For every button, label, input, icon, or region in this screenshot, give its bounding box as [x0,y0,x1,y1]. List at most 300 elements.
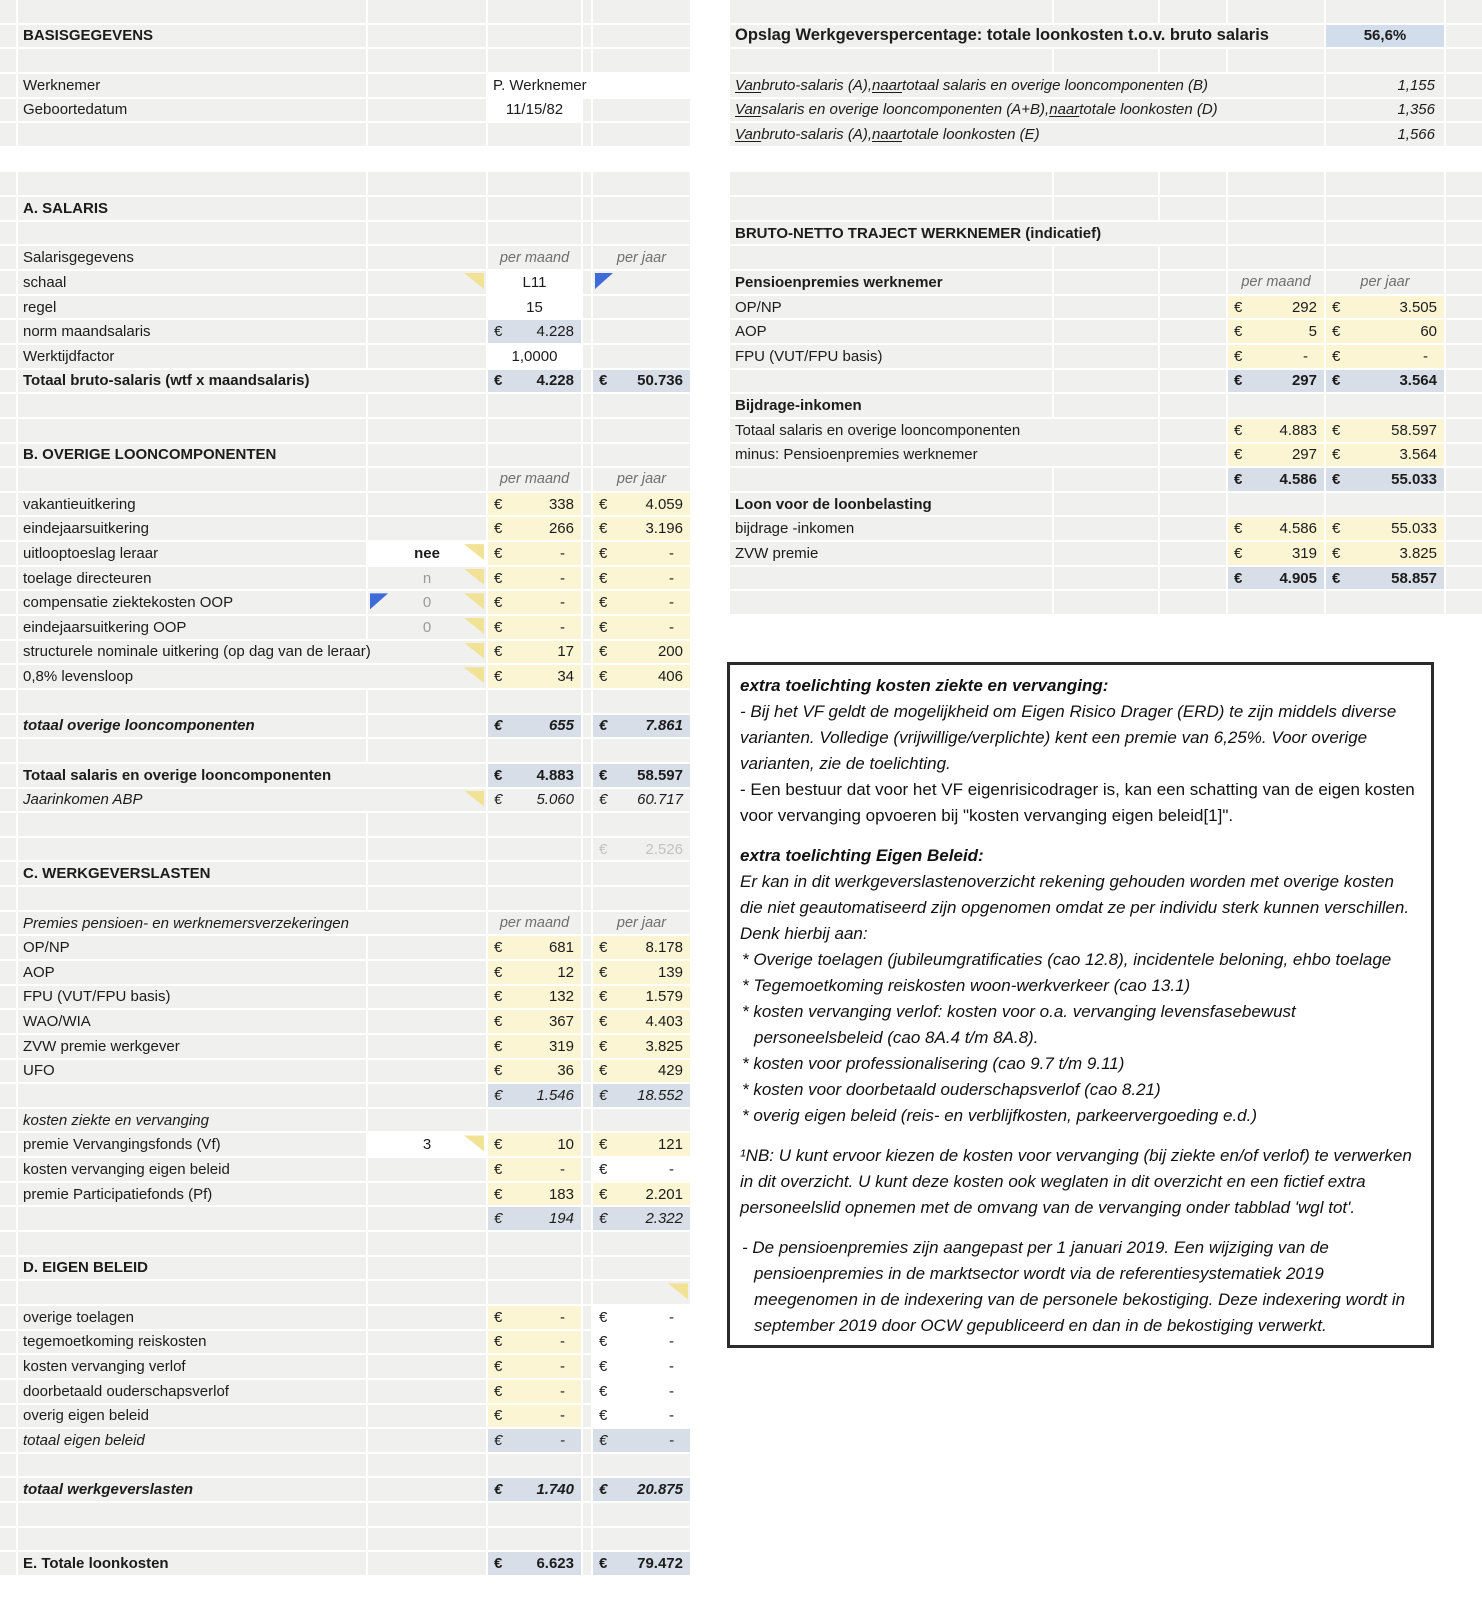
grid-cell [1054,517,1158,540]
euro-symbol: € [494,1358,503,1376]
value-cell[interactable] [593,517,690,540]
grid-cell [1326,493,1444,516]
value-cell[interactable] [1326,419,1444,442]
value-cell[interactable] [488,1183,581,1206]
column-header-per-maand: per maand [1228,271,1324,294]
grid-cell [488,1454,581,1477]
column-header-per-maand: per maand [488,468,581,491]
grid-cell [488,862,581,885]
value-cell[interactable] [488,542,581,565]
note-paragraph: * kosten vervanging verlof: kosten voor o.a. vervanging levensfasebewust personeelsbeleid (cao 8A.4 t/m 8A.8). [742,1002,1296,1047]
cell-value: 194 [548,1210,574,1228]
grid-cell [368,690,486,713]
value-cell[interactable] [488,1084,581,1107]
grid-cell [583,912,591,935]
grid-cell [488,394,581,417]
grid-cell [18,468,366,491]
grid-cell [488,0,581,23]
grid-cell [583,1528,591,1551]
grid-cell [1228,493,1324,516]
label-cell: overig eigen beleid [18,1405,366,1428]
value-cell[interactable] [1326,345,1444,368]
cell-value: 4.403 [645,1013,683,1031]
grid-cell [0,690,16,713]
grid-cell [18,123,366,146]
note-paragraph: * overig eigen beleid (reis- en verblijfkosten, parkeervergoeding e.d.) [742,1106,1258,1125]
cell-value: 55.033 [1391,470,1437,488]
value-ratio-a-naar-b: 1,155 [1326,74,1444,97]
grid-cell [18,1232,366,1255]
value-opslag-percentage: 56,6% [1326,25,1444,48]
grid-cell [1160,320,1226,343]
value-cell[interactable] [593,936,690,959]
value-cell[interactable] [1228,517,1324,540]
value-cell[interactable] [593,986,690,1009]
label-cell: Bijdrage-inkomen [730,394,1052,417]
value-cell[interactable] [488,1478,581,1501]
grid-cell [18,394,366,417]
grid-cell [1446,493,1482,516]
value-cell[interactable] [593,616,690,639]
value-cell[interactable] [593,1133,690,1156]
column-header-per-jaar: per jaar [593,468,690,491]
value-cell[interactable] [593,1183,690,1206]
input-schaal[interactable]: L11 [488,271,581,294]
grid-cell [368,1060,486,1083]
cell-value: 4.905 [1279,569,1317,587]
grid-cell [368,1257,486,1280]
grid-cell [0,123,16,146]
column-header-per-jaar: per jaar [1326,271,1444,294]
value-cell[interactable] [1326,444,1444,467]
grid-cell [583,1429,591,1452]
grid-cell [368,197,486,220]
grid-cell [583,1552,591,1575]
value-norm-maandsalaris[interactable] [488,320,581,343]
input-vervangingsfonds-klasse[interactable]: 3 [368,1133,486,1156]
value-cell[interactable] [488,1380,581,1403]
grid-cell [1228,172,1324,195]
value-cell[interactable] [593,542,690,565]
input-toelage-directeuren: n [368,567,486,590]
value-cell[interactable] [593,1035,690,1058]
value-cell[interactable] [488,1355,581,1378]
value-cell[interactable] [593,789,690,812]
value-cell[interactable] [1228,296,1324,319]
grid-cell [1326,246,1444,269]
grid-cell [0,1478,16,1501]
value-cell[interactable] [488,1429,581,1452]
grid-cell [0,444,16,467]
value-cell[interactable] [488,1306,581,1329]
grid-cell [1326,148,1444,171]
label-cell: bijdrage -inkomen [730,517,1052,540]
grid-cell [488,1503,581,1526]
grid-cell [488,148,581,171]
input-werknemer-name[interactable]: P. Werknemer [488,74,690,97]
grid-cell [1446,567,1482,590]
grid-cell [583,1405,591,1428]
cell-value: 60 [1420,323,1437,341]
grid-cell [368,320,486,343]
euro-symbol: € [1332,421,1341,439]
euro-symbol: € [599,988,608,1006]
cell-value: - [560,1160,565,1178]
grid-cell [368,862,486,885]
label-cell: WAO/WIA [18,1010,366,1033]
input-uitlooptoeslag[interactable]: nee [368,542,486,565]
value-cell[interactable] [488,789,581,812]
value-cell[interactable] [488,1060,581,1083]
grid-cell [583,1503,591,1526]
grid-cell [368,1405,486,1428]
euro-symbol: € [494,520,503,538]
grid-cell [0,25,16,48]
value-cell[interactable] [593,1405,690,1428]
value-cell[interactable] [593,1207,690,1230]
label-cell: norm maandsalaris [18,320,366,343]
value-cell[interactable] [488,961,581,984]
cell-value: - [560,618,565,636]
euro-symbol: € [599,1555,608,1573]
euro-symbol: € [1332,298,1341,316]
grid-cell [583,1060,591,1083]
grid-cell [1160,197,1226,220]
label-cell: vakantieuitkering [18,493,366,516]
cell-value: 292 [1291,298,1317,316]
grid-cell [18,739,366,762]
value-cell[interactable] [593,764,690,787]
value-cell[interactable] [1326,567,1444,590]
grid-cell [593,123,690,146]
grid-cell [18,1281,366,1304]
value-cell[interactable] [1326,542,1444,565]
grid-cell [1446,444,1482,467]
grid-cell [593,739,690,762]
value-cell[interactable] [1228,320,1324,343]
euro-symbol: € [599,1382,608,1400]
value-cell[interactable] [593,665,690,688]
value-cell[interactable] [488,764,581,787]
value-ratio-a-naar-e: 1,566 [1326,123,1444,146]
grid-cell [1054,394,1158,417]
cell-value: 2.526 [645,840,683,858]
euro-symbol: € [1234,520,1243,538]
grid-cell [583,1232,591,1255]
value-cell[interactable] [488,1331,581,1354]
value-cell[interactable] [593,1331,690,1354]
value-cell[interactable] [488,1010,581,1033]
section-title-basisgegevens: BASISGEGEVENS [18,25,366,48]
value-faint[interactable] [593,838,690,861]
column-header-per-maand: per maand [488,246,581,269]
value-cell[interactable] [488,715,581,738]
blue-marker-triangle-icon [370,593,388,609]
grid-cell [368,1429,486,1452]
cell-value: 1.740 [536,1481,574,1499]
grid-cell [583,887,591,910]
grid-cell [593,887,690,910]
grid-cell [0,567,16,590]
euro-symbol: € [1332,520,1341,538]
value-cell[interactable] [488,1158,581,1181]
grid-cell [0,99,16,122]
input-geboortedatum[interactable]: 11/15/82 [488,99,581,122]
value-cell[interactable] [1228,370,1324,393]
value-cell[interactable] [1228,542,1324,565]
grid-cell [0,1183,16,1206]
grid-cell [1446,542,1482,565]
label-cell: schaal [18,271,366,294]
value-cell[interactable] [593,1306,690,1329]
value-cell[interactable] [593,1552,690,1575]
grid-cell [0,1257,16,1280]
value-cell[interactable] [593,961,690,984]
cell-value: 4.586 [1279,470,1317,488]
euro-symbol: € [494,1333,503,1351]
value-cell[interactable] [488,616,581,639]
value-cell[interactable] [1326,370,1444,393]
euro-symbol: € [1332,347,1341,365]
grid-cell [583,394,591,417]
grid-cell [18,222,366,245]
grid-cell [583,1183,591,1206]
euro-symbol: € [599,1160,608,1178]
grid-cell [368,123,486,146]
value-cell[interactable] [488,1133,581,1156]
value-cell[interactable] [593,1084,690,1107]
note-spacer [740,1129,1421,1143]
grid-cell [368,345,486,368]
grid-cell [1446,172,1482,195]
euro-symbol: € [599,1308,608,1326]
value-cell[interactable] [1228,419,1324,442]
grid-cell [368,936,486,959]
grid-cell [488,887,581,910]
cell-value: - [560,594,565,612]
euro-symbol: € [494,1185,503,1203]
cell-value: - [560,1407,565,1425]
grid-cell [488,739,581,762]
cell-value: 18.552 [637,1087,683,1104]
grid-cell [1160,345,1226,368]
grid-cell [1326,591,1444,614]
grid-cell [583,320,591,343]
value-cell[interactable] [488,1207,581,1230]
grid-cell [368,444,486,467]
grid-cell [488,222,581,245]
grid-cell [1446,222,1482,245]
value-cell[interactable] [593,641,690,664]
euro-symbol: € [599,569,608,587]
grid-cell [488,444,581,467]
grid-cell [0,271,16,294]
grid-cell [368,1528,486,1551]
value-cell[interactable] [488,1035,581,1058]
grid-cell [1228,197,1324,220]
input-regel[interactable]: 15 [488,296,581,319]
value-cell[interactable] [1228,468,1324,491]
value-cell[interactable] [1326,320,1444,343]
value-cell[interactable] [488,936,581,959]
label-cell: UFO [18,1060,366,1083]
grid-cell [583,99,591,122]
cell-value: - [669,1160,674,1178]
grid-cell [18,1454,366,1477]
grid-cell [1160,370,1226,393]
yellow-flag-triangle-icon [464,618,484,634]
grid-cell [583,123,591,146]
label-salarisgegevens: Salarisgegevens [18,246,366,269]
value-cell[interactable] [488,493,581,516]
value-cell[interactable] [593,1478,690,1501]
grid-cell [1160,419,1226,442]
grid-cell [1228,222,1324,245]
cell-value: 58.597 [637,766,683,784]
value-cell[interactable] [488,370,581,393]
grid-cell [1446,246,1482,269]
value-cell[interactable] [488,567,581,590]
value-cell[interactable] [1228,444,1324,467]
value-cell[interactable] [488,591,581,614]
grid-cell [368,1158,486,1181]
grid-cell [1054,345,1158,368]
grid-cell [1054,49,1158,72]
label-cell: kosten vervanging eigen beleid [18,1158,366,1181]
grid-cell [583,1355,591,1378]
value-cell[interactable] [488,986,581,1009]
value-cell[interactable] [593,493,690,516]
yellow-flag-triangle-icon [464,544,484,560]
value-cell[interactable] [1326,296,1444,319]
value-cell[interactable] [593,1355,690,1378]
grid-cell [0,542,16,565]
cell-value: 5.060 [536,791,574,809]
grid-cell [593,0,690,23]
euro-symbol: € [599,1136,608,1154]
euro-symbol: € [494,668,503,686]
grid-cell [730,370,1052,393]
grid-cell [1054,246,1158,269]
value-cell[interactable] [1326,468,1444,491]
grid-cell [368,1577,486,1600]
euro-symbol: € [599,963,608,981]
grid-cell [1446,197,1482,220]
grid-cell [18,0,366,23]
value-cell[interactable] [488,517,581,540]
note-paragraph: * kosten voor doorbetaald ouderschapsverlof (cao 8.21) [742,1080,1161,1099]
grid-cell [1054,493,1158,516]
grid-cell [583,517,591,540]
salary-sheet-left-panel [0,0,690,1600]
euro-symbol: € [599,791,608,809]
euro-symbol: € [1234,470,1243,488]
euro-symbol: € [1234,544,1243,562]
cell-value: 3.825 [1399,544,1437,562]
cell-value: 4.228 [536,372,574,390]
grid-cell [488,1232,581,1255]
euro-symbol: € [599,1013,608,1031]
input-compensatie-ziektekosten: 0 [368,591,486,614]
grid-cell [368,419,486,442]
label-cell: Pensioenpremies werknemer [730,271,1052,294]
label-cell: totaal werkgeverslasten [18,1478,366,1501]
value-cell[interactable] [1228,345,1324,368]
grid-cell [0,1355,16,1378]
cell-value: 58.597 [1391,421,1437,439]
grid-cell [0,838,16,861]
section-title-overige-looncomponenten: B. OVERIGE LOONCOMPONENTEN [18,444,366,467]
value-cell[interactable] [593,591,690,614]
note-spacer [740,829,1421,843]
cell-value: 297 [1291,372,1317,390]
cell-value: 20.875 [637,1481,683,1499]
label-cell: Jaarinkomen ABP [18,789,486,812]
input-werktijdfactor[interactable]: 1,0000 [488,345,581,368]
grid-cell [18,1084,366,1107]
grid-cell [0,1281,16,1304]
label-cell: uitlooptoeslag leraar [18,542,366,565]
grid-cell [0,345,16,368]
euro-symbol: € [494,495,503,513]
value-cell[interactable] [593,715,690,738]
grid-cell [583,665,591,688]
cell-value: 266 [548,520,574,538]
grid-cell [368,493,486,516]
yellow-flag-triangle-icon [464,643,484,659]
grid-cell [583,1084,591,1107]
euro-symbol: € [599,1037,608,1055]
grid-cell [1228,246,1324,269]
grid-cell [368,986,486,1009]
grid-cell [1326,222,1444,245]
euro-symbol: € [494,1210,503,1228]
grid-cell [488,419,581,442]
value-cell[interactable] [593,1060,690,1083]
grid-cell [1160,271,1226,294]
cell-value: 34 [557,668,574,686]
grid-cell [0,912,16,935]
grid-cell [18,690,366,713]
value-cell[interactable] [593,1158,690,1181]
value-cell[interactable] [593,1380,690,1403]
grid-cell [583,813,591,836]
value-cell[interactable] [593,1010,690,1033]
label-cell: FPU (VUT/FPU basis) [730,345,1052,368]
label-cell: eindejaarsuitkering [18,517,366,540]
grid-cell [368,74,486,97]
value-cell[interactable] [488,1552,581,1575]
value-cell[interactable] [1326,517,1444,540]
value-cell[interactable] [488,641,581,664]
value-cell[interactable] [1228,567,1324,590]
value-cell[interactable] [593,567,690,590]
grid-cell [593,99,690,122]
value-cell[interactable] [593,370,690,393]
grid-cell [368,1380,486,1403]
grid-cell [0,1109,16,1132]
grid-cell [730,246,1052,269]
grid-cell [583,862,591,885]
value-cell[interactable] [488,665,581,688]
grid-cell [0,715,16,738]
value-cell[interactable] [593,1429,690,1452]
grid-cell [593,690,690,713]
euro-symbol: € [494,1062,503,1080]
value-cell[interactable] [488,1405,581,1428]
grid-cell [1446,0,1482,23]
euro-symbol: € [494,791,503,809]
